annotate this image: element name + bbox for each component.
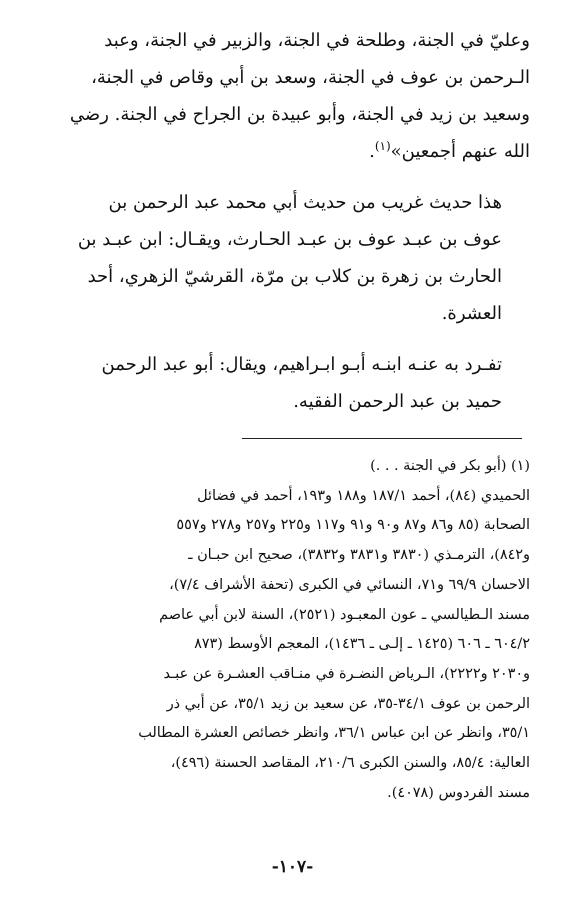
footnote-heading: (١) (أبو بكر في الجنة . . .) [370, 458, 530, 474]
text-line: تفـرد به عنـه ابنـه أبـو ابـراهيم، ويقال: أبو عبد الرحمن [101, 354, 502, 375]
page-number: -١٠٧- [271, 857, 314, 877]
paragraph-2 [77, 184, 530, 332]
footnote-divider [242, 438, 522, 439]
text-line: وعليّ في الجنة، وطلحة في الجنة، والزبير في الجنة، وعبد [104, 30, 530, 51]
text-line: الحارث بن زهرة بن كلاب بن مرّة، القرشيّ الزهري، أحد [87, 266, 502, 287]
text-line-content: الله عنهم أجمعين» [390, 141, 530, 162]
paragraph-1 [69, 22, 530, 170]
text-line: العشرة. [441, 303, 502, 324]
footnote-line: الصحابة (٨٥ و٨٦ و٨٧ و٩٠ و٩١ و١١٧ و٢٢٥ و٢٥٧ و٢٧٨ و٥٥٧ [176, 517, 530, 534]
footnote-line: ٣٥/١، وانظر عن ابن عباس ٣٦/١، وانظر خصائص العشرة المطالب [138, 725, 530, 742]
footnote-line: و٨٤٢)، الترمـذي (٣٨٣٠ و٣٨٣١ و٣٨٣٢)، صحيح ابن حبـان ـ [188, 547, 530, 564]
text-line: هذا حديث غريب من حديث أبي محمد عبد الرحمن بن [108, 192, 502, 213]
footnote-marker: (١) [374, 139, 391, 153]
text-line: وسعيد بن زيد في الجنة، وأبو عبيدة بن الجراح في الجنة. رضي [69, 104, 530, 125]
footnote-line: ٦٠٤/٢ ـ ٦٠٦ (١٤٢٥ ـ إلـى ـ ١٤٣٦)، المعجم الأوسط (٨٧٣ [194, 636, 530, 653]
text-line-last [82, 133, 530, 170]
paragraph-3 [82, 346, 530, 420]
footnote-line: و٢٠٣٠ و٢٢٢٢)، الـرياض النضـرة في منـاقب العشـرة عن عبـد [163, 665, 530, 682]
footnote-line: مسند الفردوس (٤٠٧٨). [387, 784, 530, 801]
text-line: حميد بن عبد الرحمن الفقيه. [293, 391, 502, 412]
footnote-line: الحميدي (٨٤)، أحمد ١٨٧/١ و١٨٨ و١٩٣، أحمد في فضائل [197, 487, 530, 504]
footnote-line: الاحسان ٦٩/٩ و٧١، النسائي في الكبرى (تحفة الأشراف ٧/٤)، [169, 576, 530, 593]
footnote-line: العالية: ٨٥/٤، والسنن الكبرى ٢١٠/٦، المقاصد الحسنة (٤٩٦)، [170, 755, 530, 772]
footnote-body [82, 482, 530, 809]
footnote-line: الرحمن بن عوف ٣٤/١-٣٥، عن سعيد بن زيد ٣٥/١، عن أبي ذر [166, 695, 530, 712]
text-line: عوف بن عبـد عوف بن عبـد الحـارث، ويقـال: ابن عبـد بن [77, 229, 502, 250]
footnote-line: مسند الـطيالسي ـ عون المعبـود (٢٥٢١)، السنة لابن أبي عاصم [159, 606, 530, 623]
main-text [69, 22, 530, 420]
sentence-end: . [369, 141, 375, 162]
text-line: الـرحمن بن عوف في الجنة، وسعد بن أبي وقاص في الجنة، [91, 67, 530, 88]
footnotes [82, 452, 530, 808]
